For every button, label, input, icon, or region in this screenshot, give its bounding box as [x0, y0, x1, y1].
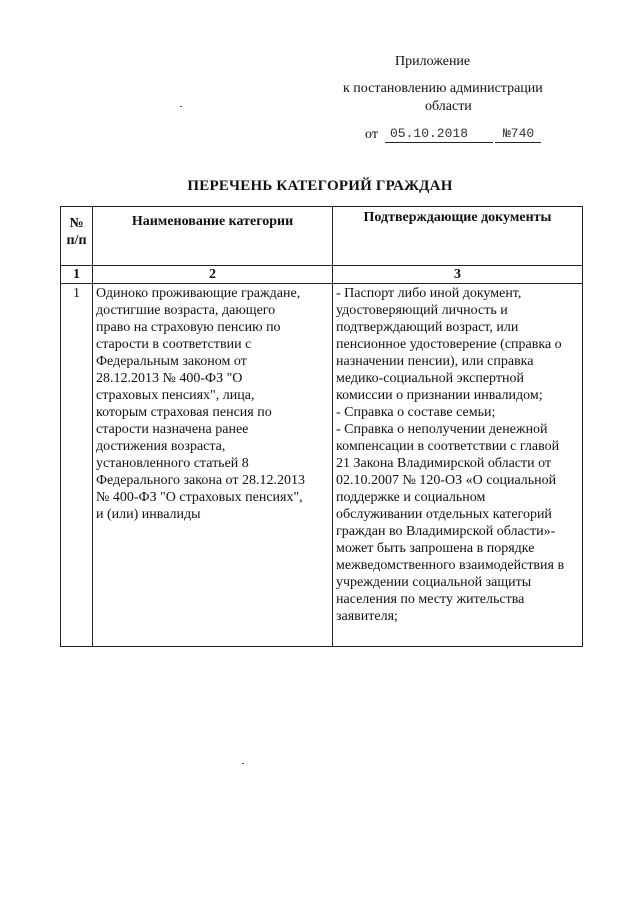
header-number-line1: № [69, 216, 84, 231]
document-line: комиссии о признании инвалидом; [336, 388, 543, 403]
document-line: межведомственного взаимодействия в [336, 558, 565, 573]
document-line: заявителя; [336, 609, 398, 624]
category-line: старости в соответствии с [96, 337, 252, 352]
document-line: назначении пенсии), или справка [336, 354, 534, 369]
category-text [96, 284, 329, 523]
category-line: право на страховую пенсию по [96, 320, 281, 335]
header-cell-category [93, 207, 333, 266]
date-prefix: от [365, 127, 378, 142]
page-title: ПЕРЕЧЕНЬ КАТЕГОРИЙ ГРАЖДАН [187, 178, 453, 194]
document-line: граждан во Владимирской области»- [336, 524, 556, 539]
region-label: области [425, 99, 472, 114]
category-line: Федерального закона от 28.12.2013 [96, 473, 305, 488]
documents-cell [333, 284, 583, 647]
document-line: пенсионное удостоверение (справка о [336, 337, 562, 352]
document-line: учреждении социальной защиты [336, 575, 532, 590]
table-header-row [61, 207, 583, 266]
appendix-label: Приложение [395, 54, 471, 69]
scan-speck [180, 106, 182, 107]
categories-table [60, 206, 583, 647]
number-underline [495, 142, 541, 143]
document-line: удостоверяющий личность и [336, 303, 508, 318]
category-line: Одиноко проживающие граждане, [96, 286, 301, 301]
date-underline [385, 142, 493, 143]
column-number-2: 2 [93, 266, 333, 284]
category-line: которым страховая пенсия по [96, 405, 272, 420]
document-line: может быть запрошена в порядке [336, 541, 535, 556]
document-line: - Справка о составе семьи; [336, 405, 496, 420]
resolution-label: к постановлению администрации [343, 81, 543, 96]
document-line: подтверждающий возраст, или [336, 320, 519, 335]
document-line: 21 Закона Владимирской области от [336, 456, 552, 471]
document-line: поддержке и социальном [336, 490, 486, 505]
category-cell [93, 284, 333, 647]
column-number-1: 1 [61, 266, 93, 284]
category-line: достигшие возраста, дающего [96, 303, 276, 318]
header-documents-label: Подтверждающие документы [363, 210, 552, 225]
header-category-label: Наименование категории [131, 214, 294, 229]
scan-speck [242, 763, 244, 764]
category-line: 28.12.2013 № 400-ФЗ "О [96, 371, 243, 386]
document-line: 02.10.2007 № 120-ОЗ «О социальной [336, 473, 557, 488]
documents-text [336, 284, 579, 625]
document-date: 05.10.2018 [390, 126, 469, 141]
row-number-cell [61, 284, 93, 647]
category-line: Федеральным законом от [96, 354, 247, 369]
document-line: - Паспорт либо иной документ, [336, 286, 522, 301]
row-number: 1 [73, 286, 80, 301]
category-line: и (или) инвалиды [96, 507, 201, 522]
category-line: № 400-ФЗ "О страховых пенсиях", [96, 490, 303, 505]
header-cell-number [61, 207, 93, 266]
category-line: старости назначена ранее [96, 422, 249, 437]
document-line: обслуживании отдельных категорий [336, 507, 552, 522]
document-number: №740 [503, 126, 535, 141]
table-row [61, 284, 583, 647]
column-number-3: 3 [333, 266, 583, 284]
document-line: населения по месту жительства [336, 592, 525, 607]
document-line: - Справка о неполучении денежной [336, 422, 548, 437]
header-number-line2: п/п [66, 233, 87, 248]
category-line: достижения возраста, [96, 439, 226, 454]
document-line: медико-социальной экспертной [336, 371, 524, 386]
category-line: установленного статьей 8 [96, 456, 249, 471]
category-line: страховых пенсиях", лица, [96, 388, 255, 403]
table-column-numbers-row [61, 266, 583, 284]
document-line: компенсации в соответствии с главой [336, 439, 560, 454]
header-cell-documents [333, 207, 583, 266]
